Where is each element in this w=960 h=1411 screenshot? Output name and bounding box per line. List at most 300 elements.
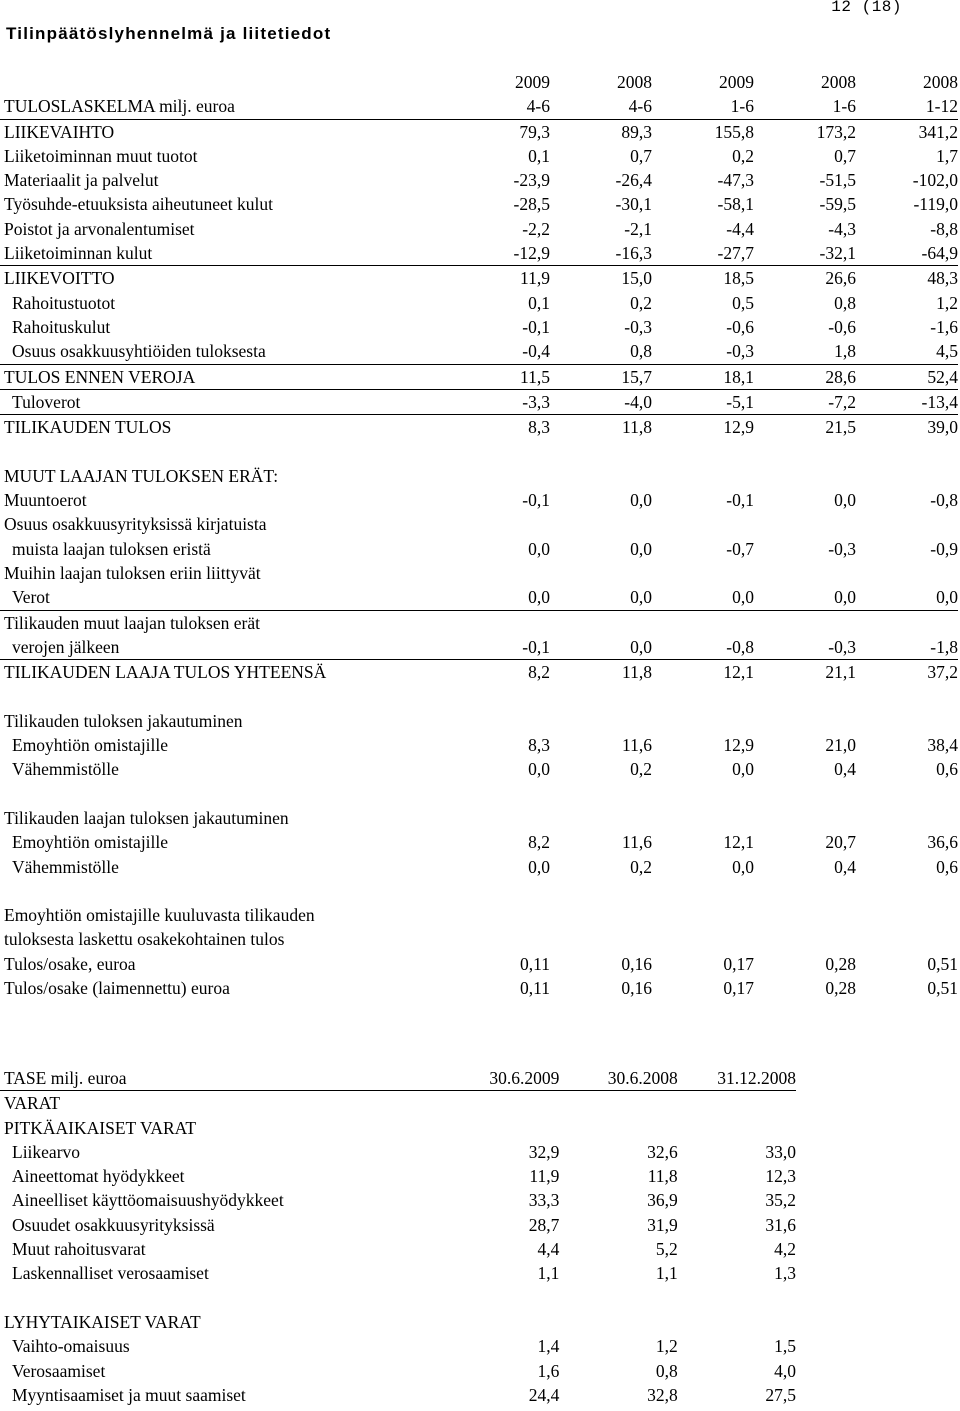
- table-row: [0, 610, 958, 635]
- value-cell: [559, 1310, 677, 1334]
- row-label: Työsuhde-etuuksista aiheutuneet kulut: [4, 194, 273, 215]
- value-cell: 1,2: [655, 1336, 678, 1357]
- table-row: [0, 635, 958, 660]
- value-cell: 11,8: [550, 660, 652, 685]
- value-cell: -0,3: [624, 316, 652, 337]
- value-cell: 0,0: [630, 538, 652, 559]
- value-cell: 155,8: [652, 119, 754, 144]
- row-label: Aineettomat hyödykkeet: [12, 1166, 185, 1187]
- value-cell: [448, 806, 550, 830]
- value-cell: [550, 709, 652, 733]
- value-cell: -0,3: [828, 538, 856, 559]
- value-cell: 30.6.2009: [441, 1066, 559, 1091]
- value-cell: 4,2: [774, 1239, 796, 1260]
- value-cell: 0,0: [630, 587, 652, 608]
- value-cell: -27,7: [717, 243, 754, 264]
- value-cell: -0,9: [930, 538, 958, 559]
- value-cell: 12,1: [723, 832, 754, 853]
- balance-row: [0, 1164, 796, 1188]
- table-row: [0, 733, 958, 757]
- value-cell: -47,3: [717, 170, 754, 191]
- table-row: [0, 952, 958, 976]
- value-cell: 0,0: [834, 587, 856, 608]
- value-cell: [652, 464, 754, 488]
- value-cell: 33,0: [765, 1141, 796, 1162]
- value-cell: 30.6.2008: [559, 1066, 677, 1091]
- row-label: Verot: [12, 587, 50, 608]
- balance-row: [0, 1383, 796, 1407]
- income-row: [0, 315, 958, 339]
- period-header: 1-6: [832, 96, 856, 117]
- value-cell: [550, 464, 652, 488]
- income-row: [0, 389, 958, 414]
- value-cell: 0,0: [732, 759, 754, 780]
- value-cell: -5,1: [652, 389, 754, 414]
- section-header-row: [0, 903, 958, 927]
- value-cell: 1,7: [936, 145, 958, 166]
- value-cell: 0,5: [732, 292, 754, 313]
- value-cell: [652, 806, 754, 830]
- value-cell: 20,7: [825, 832, 856, 853]
- value-cell: [448, 927, 550, 951]
- value-cell: -28,5: [513, 194, 550, 215]
- row-label: Osuudet osakkuusyrityksissä: [12, 1214, 215, 1235]
- period-header: 4-6: [628, 96, 652, 117]
- period-header: 1-12: [925, 96, 958, 117]
- income-row: [0, 192, 958, 216]
- value-cell: [559, 1116, 677, 1140]
- income-row: [0, 291, 958, 315]
- value-cell: -0,8: [930, 490, 958, 511]
- value-cell: 173,2: [754, 119, 856, 144]
- income-row: [0, 364, 958, 389]
- row-label: verojen jälkeen: [12, 636, 120, 657]
- value-cell: 1,5: [774, 1336, 796, 1357]
- income-row: [0, 119, 958, 144]
- value-cell: 0,8: [834, 292, 856, 313]
- balance-row: [0, 1188, 796, 1212]
- value-cell: -51,5: [819, 170, 856, 191]
- value-cell: [856, 464, 958, 488]
- value-cell: [441, 1116, 559, 1140]
- value-cell: [856, 610, 958, 635]
- value-cell: -16,3: [615, 243, 652, 264]
- balance-row: [0, 1213, 796, 1237]
- value-cell: 0,1: [528, 145, 550, 166]
- value-cell: [754, 903, 856, 927]
- value-cell: 32,9: [528, 1141, 560, 1162]
- value-cell: 18,1: [652, 364, 754, 389]
- value-cell: 0,0: [528, 587, 550, 608]
- row-label: PITKÄAIKAISET VARAT: [4, 1117, 197, 1138]
- value-cell: 1,6: [537, 1360, 560, 1381]
- value-cell: 48,3: [856, 266, 958, 291]
- value-cell: 1,3: [774, 1263, 796, 1284]
- value-cell: 0,0: [834, 490, 856, 511]
- row-label: Muut rahoitusvarat: [12, 1239, 146, 1260]
- value-cell: 0,0: [732, 587, 754, 608]
- value-cell: 0,4: [834, 856, 856, 877]
- document-title: Tilinpäätöslyhennelmä ja liitetiedot: [6, 24, 332, 43]
- value-cell: [448, 709, 550, 733]
- value-cell: 11,6: [622, 832, 652, 853]
- row-label: muista laajan tuloksen eristä: [12, 538, 211, 559]
- row-label: Tilikauden muut laajan tuloksen erät: [0, 610, 448, 635]
- balance-row: [0, 1334, 796, 1358]
- row-label: Tulos/osake, euroa: [4, 953, 136, 974]
- value-cell: 21,1: [754, 660, 856, 685]
- table-row: [0, 976, 958, 1000]
- spacer-row: [0, 439, 958, 463]
- row-label: LYHYTAIKAISET VARAT: [4, 1311, 201, 1332]
- value-cell: [754, 927, 856, 951]
- row-label: Osuus osakkuusyrityksissä kirjatuista: [4, 514, 267, 535]
- value-cell: [448, 561, 550, 585]
- value-cell: 8,3: [528, 735, 550, 756]
- row-label: Poistot ja arvonalentumiset: [4, 218, 195, 239]
- value-cell: -0,3: [726, 341, 754, 362]
- value-cell: 79,3: [448, 119, 550, 144]
- row-label: Liikearvo: [12, 1141, 81, 1162]
- value-cell: 0,0: [936, 587, 958, 608]
- value-cell: 4,4: [537, 1239, 560, 1260]
- row-label: Tuloverot: [0, 389, 448, 414]
- section-header-row: [0, 806, 958, 830]
- balance-row: [0, 1261, 796, 1285]
- value-cell: 0,16: [621, 977, 652, 998]
- row-label: Tilikauden laajan tuloksen jakautuminen: [4, 807, 289, 828]
- value-cell: -0,6: [726, 316, 754, 337]
- row-label: Vaihto-omaisuus: [12, 1336, 130, 1357]
- value-cell: [441, 1310, 559, 1334]
- value-cell: 8,2: [448, 660, 550, 685]
- row-label: Emoyhtiön omistajille: [12, 832, 169, 853]
- value-cell: [448, 610, 550, 635]
- row-label: Muihin laajan tuloksen eriin liittyvät: [4, 562, 261, 583]
- row-label: TILIKAUDEN LAAJA TULOS YHTEENSÄ: [0, 660, 448, 685]
- period-header-row: [0, 94, 958, 119]
- table-row: [0, 512, 958, 536]
- value-cell: 0,6: [936, 856, 958, 877]
- value-cell: [550, 806, 652, 830]
- value-cell: 0,51: [927, 953, 958, 974]
- value-cell: -23,9: [513, 170, 550, 191]
- value-cell: 35,2: [765, 1190, 796, 1211]
- value-cell: -64,9: [921, 243, 958, 264]
- value-cell: 37,2: [856, 660, 958, 685]
- spacer-row: [0, 1286, 796, 1310]
- value-cell: 0,11: [520, 953, 550, 974]
- value-cell: -3,3: [448, 389, 550, 414]
- value-cell: -8,8: [930, 218, 958, 239]
- value-cell: -0,1: [522, 316, 550, 337]
- income-row: [0, 144, 958, 168]
- value-cell: 0,2: [732, 145, 754, 166]
- value-cell: 0,0: [630, 490, 652, 511]
- value-cell: 341,2: [856, 119, 958, 144]
- row-label: Vähemmistölle: [12, 759, 119, 780]
- income-other-sections: [0, 439, 958, 1000]
- value-cell: [754, 561, 856, 585]
- value-cell: 0,17: [723, 953, 754, 974]
- value-cell: 0,4: [834, 759, 856, 780]
- value-cell: [856, 512, 958, 536]
- balance-row: [0, 1237, 796, 1261]
- value-cell: 0,0: [528, 856, 550, 877]
- value-cell: 0,28: [825, 953, 856, 974]
- value-cell: 11,8: [647, 1166, 678, 1187]
- row-label: Muuntoerot: [4, 490, 87, 511]
- value-cell: 5,2: [655, 1239, 678, 1260]
- value-cell: 28,6: [754, 364, 856, 389]
- value-cell: -7,2: [754, 389, 856, 414]
- value-cell: [754, 709, 856, 733]
- value-cell: [550, 610, 652, 635]
- value-cell: -119,0: [913, 194, 958, 215]
- value-cell: [550, 903, 652, 927]
- row-label: Verosaamiset: [12, 1360, 106, 1381]
- row-label: MUUT LAAJAN TULOKSEN ERÄT:: [4, 465, 279, 486]
- value-cell: -59,5: [819, 194, 856, 215]
- value-cell: -13,4: [856, 389, 958, 414]
- value-cell: [856, 927, 958, 951]
- value-cell: [856, 806, 958, 830]
- row-label: Liiketoiminnan muut tuotot: [4, 145, 198, 166]
- page-number: 12 (18): [831, 0, 902, 16]
- value-cell: -2,1: [624, 218, 652, 239]
- value-cell: -1,8: [930, 636, 958, 657]
- row-label: Aineelliset käyttöomaisuushyödykkeet: [12, 1190, 284, 1211]
- value-cell: [652, 512, 754, 536]
- balance-row: [0, 1359, 796, 1383]
- row-label: LIIKEVOITTO: [0, 266, 448, 291]
- value-cell: 0,2: [630, 856, 652, 877]
- value-cell: -0,1: [726, 490, 754, 511]
- year-header: 2008: [923, 72, 958, 92]
- value-cell: -32,1: [819, 243, 856, 264]
- row-label: Emoyhtiön omistajille kuuluvasta tilikauden: [4, 905, 315, 926]
- section-header-row: [0, 1116, 796, 1140]
- row-label: Rahoituskulut: [12, 316, 111, 337]
- value-cell: 15,7: [550, 364, 652, 389]
- value-cell: 11,9: [529, 1166, 560, 1187]
- value-cell: [754, 464, 856, 488]
- value-cell: 0,16: [621, 953, 652, 974]
- value-cell: -26,4: [615, 170, 652, 191]
- section-header-row: [0, 927, 958, 951]
- value-cell: 0,0: [732, 856, 754, 877]
- value-cell: -30,1: [615, 194, 652, 215]
- value-cell: -102,0: [912, 170, 958, 191]
- value-cell: 18,5: [652, 266, 754, 291]
- value-cell: -0,7: [726, 538, 754, 559]
- row-label: Liiketoiminnan kulut: [4, 243, 153, 264]
- value-cell: [652, 709, 754, 733]
- row-label: TULOS ENNEN VEROJA: [0, 364, 448, 389]
- value-cell: [652, 927, 754, 951]
- income-row: [0, 415, 958, 440]
- spacer-row: [0, 879, 958, 903]
- value-cell: [448, 512, 550, 536]
- value-cell: 8,3: [448, 415, 550, 440]
- value-cell: 89,3: [550, 119, 652, 144]
- value-cell: 12,3: [765, 1166, 796, 1187]
- value-cell: 0,8: [630, 341, 652, 362]
- value-cell: [856, 561, 958, 585]
- value-cell: 0,0: [528, 538, 550, 559]
- value-cell: -4,4: [726, 218, 754, 239]
- value-cell: 36,9: [647, 1190, 678, 1211]
- value-cell: 24,4: [528, 1384, 560, 1405]
- value-cell: 0,8: [655, 1360, 678, 1381]
- row-label: Tulos/osake (laimennettu) euroa: [4, 977, 230, 998]
- balance-sheet-table: [0, 1066, 796, 1407]
- value-cell: [441, 1091, 559, 1116]
- value-cell: [678, 1310, 796, 1334]
- row-label: Osuus osakkuusyhtiöiden tuloksesta: [12, 341, 266, 362]
- value-cell: 0,2: [630, 759, 652, 780]
- value-cell: [550, 927, 652, 951]
- value-cell: [754, 512, 856, 536]
- value-cell: 0,51: [927, 977, 958, 998]
- table-row: [0, 561, 958, 585]
- value-cell: 1,1: [655, 1263, 678, 1284]
- value-cell: -0,1: [522, 636, 550, 657]
- value-cell: -0,8: [726, 636, 754, 657]
- value-cell: -0,4: [522, 341, 550, 362]
- value-cell: 0,1: [528, 292, 550, 313]
- value-cell: 31.12.2008: [678, 1066, 796, 1091]
- total-row: [0, 660, 958, 685]
- income-rows: [0, 119, 958, 439]
- value-cell: 0,6: [936, 759, 958, 780]
- value-cell: -0,6: [828, 316, 856, 337]
- value-cell: 36,6: [927, 832, 958, 853]
- value-cell: 11,9: [448, 266, 550, 291]
- balance-header-row: [0, 1066, 796, 1091]
- value-cell: -4,0: [550, 389, 652, 414]
- value-cell: 1,2: [936, 292, 958, 313]
- row-label: Myyntisaamiset ja muut saamiset: [12, 1384, 246, 1405]
- year-header: 2009: [719, 72, 754, 92]
- value-cell: [754, 806, 856, 830]
- value-cell: 1,4: [537, 1336, 560, 1357]
- value-cell: 39,0: [856, 415, 958, 440]
- row-label: Rahoitustuotot: [12, 292, 116, 313]
- value-cell: 4,5: [936, 341, 958, 362]
- value-cell: 0,11: [520, 977, 550, 998]
- year-header: 2009: [515, 72, 550, 92]
- year-header: 2008: [617, 72, 652, 92]
- value-cell: 21,0: [825, 735, 856, 756]
- value-cell: -0,3: [828, 636, 856, 657]
- value-cell: 12,9: [723, 735, 754, 756]
- value-cell: 12,9: [652, 415, 754, 440]
- year-header-row: [0, 70, 958, 94]
- row-label: TASE milj. euroa: [0, 1066, 441, 1091]
- value-cell: 33,3: [528, 1190, 560, 1211]
- value-cell: 11,6: [622, 735, 652, 756]
- spacer-row: [0, 684, 958, 708]
- value-cell: 0,0: [528, 759, 550, 780]
- value-cell: 26,6: [754, 266, 856, 291]
- value-cell: -4,3: [828, 218, 856, 239]
- value-cell: 0,7: [834, 145, 856, 166]
- value-cell: 28,7: [528, 1214, 560, 1235]
- value-cell: -12,9: [513, 243, 550, 264]
- value-cell: 0,0: [630, 636, 652, 657]
- value-cell: [652, 610, 754, 635]
- value-cell: [856, 709, 958, 733]
- value-cell: [754, 610, 856, 635]
- section-header-row: [0, 1091, 796, 1116]
- row-label: tuloksesta laskettu osakekohtainen tulos: [4, 929, 285, 950]
- value-cell: 11,5: [448, 364, 550, 389]
- value-cell: 32,6: [647, 1141, 678, 1162]
- value-cell: -1,6: [930, 316, 958, 337]
- value-cell: 0,7: [630, 145, 652, 166]
- period-header: 4-6: [526, 96, 550, 117]
- row-label: Emoyhtiön omistajille: [12, 735, 169, 756]
- row-label: Materiaalit ja palvelut: [4, 170, 159, 191]
- period-header: 1-6: [730, 96, 754, 117]
- income-row: [0, 339, 958, 364]
- value-cell: 0,2: [630, 292, 652, 313]
- value-cell: 31,6: [765, 1214, 796, 1235]
- row-label: Laskennalliset verosaamiset: [12, 1263, 209, 1284]
- value-cell: 31,9: [647, 1214, 678, 1235]
- value-cell: 4,0: [774, 1360, 796, 1381]
- value-cell: [448, 464, 550, 488]
- year-header: 2008: [821, 72, 856, 92]
- spacer-row: [0, 782, 958, 806]
- value-cell: 1,1: [537, 1263, 560, 1284]
- table-row: [0, 488, 958, 512]
- value-cell: 27,5: [765, 1384, 796, 1405]
- value-cell: 21,5: [754, 415, 856, 440]
- section-header-row: [0, 709, 958, 733]
- table-row: [0, 585, 958, 610]
- balance-row: [0, 1140, 796, 1164]
- row-label: Tilikauden tuloksen jakautuminen: [4, 710, 243, 731]
- value-cell: [856, 903, 958, 927]
- table-row: [0, 830, 958, 854]
- value-cell: 11,8: [550, 415, 652, 440]
- income-statement-title: TULOSLASKELMA milj. euroa: [4, 96, 235, 117]
- value-cell: 38,4: [927, 735, 958, 756]
- row-label: VARAT: [4, 1093, 61, 1114]
- value-cell: [448, 903, 550, 927]
- value-cell: 12,1: [652, 660, 754, 685]
- row-label: TILIKAUDEN TULOS: [0, 415, 448, 440]
- income-row: [0, 266, 958, 291]
- income-row: [0, 241, 958, 266]
- value-cell: [550, 512, 652, 536]
- value-cell: 52,4: [856, 364, 958, 389]
- value-cell: [559, 1091, 677, 1116]
- section-header-row: [0, 464, 958, 488]
- value-cell: 8,2: [528, 832, 550, 853]
- value-cell: [678, 1091, 796, 1116]
- value-cell: -2,2: [522, 218, 550, 239]
- row-label: Vähemmistölle: [12, 856, 119, 877]
- value-cell: [652, 561, 754, 585]
- value-cell: [550, 561, 652, 585]
- income-row: [0, 217, 958, 241]
- value-cell: 0,17: [723, 977, 754, 998]
- value-cell: [678, 1116, 796, 1140]
- table-row: [0, 757, 958, 781]
